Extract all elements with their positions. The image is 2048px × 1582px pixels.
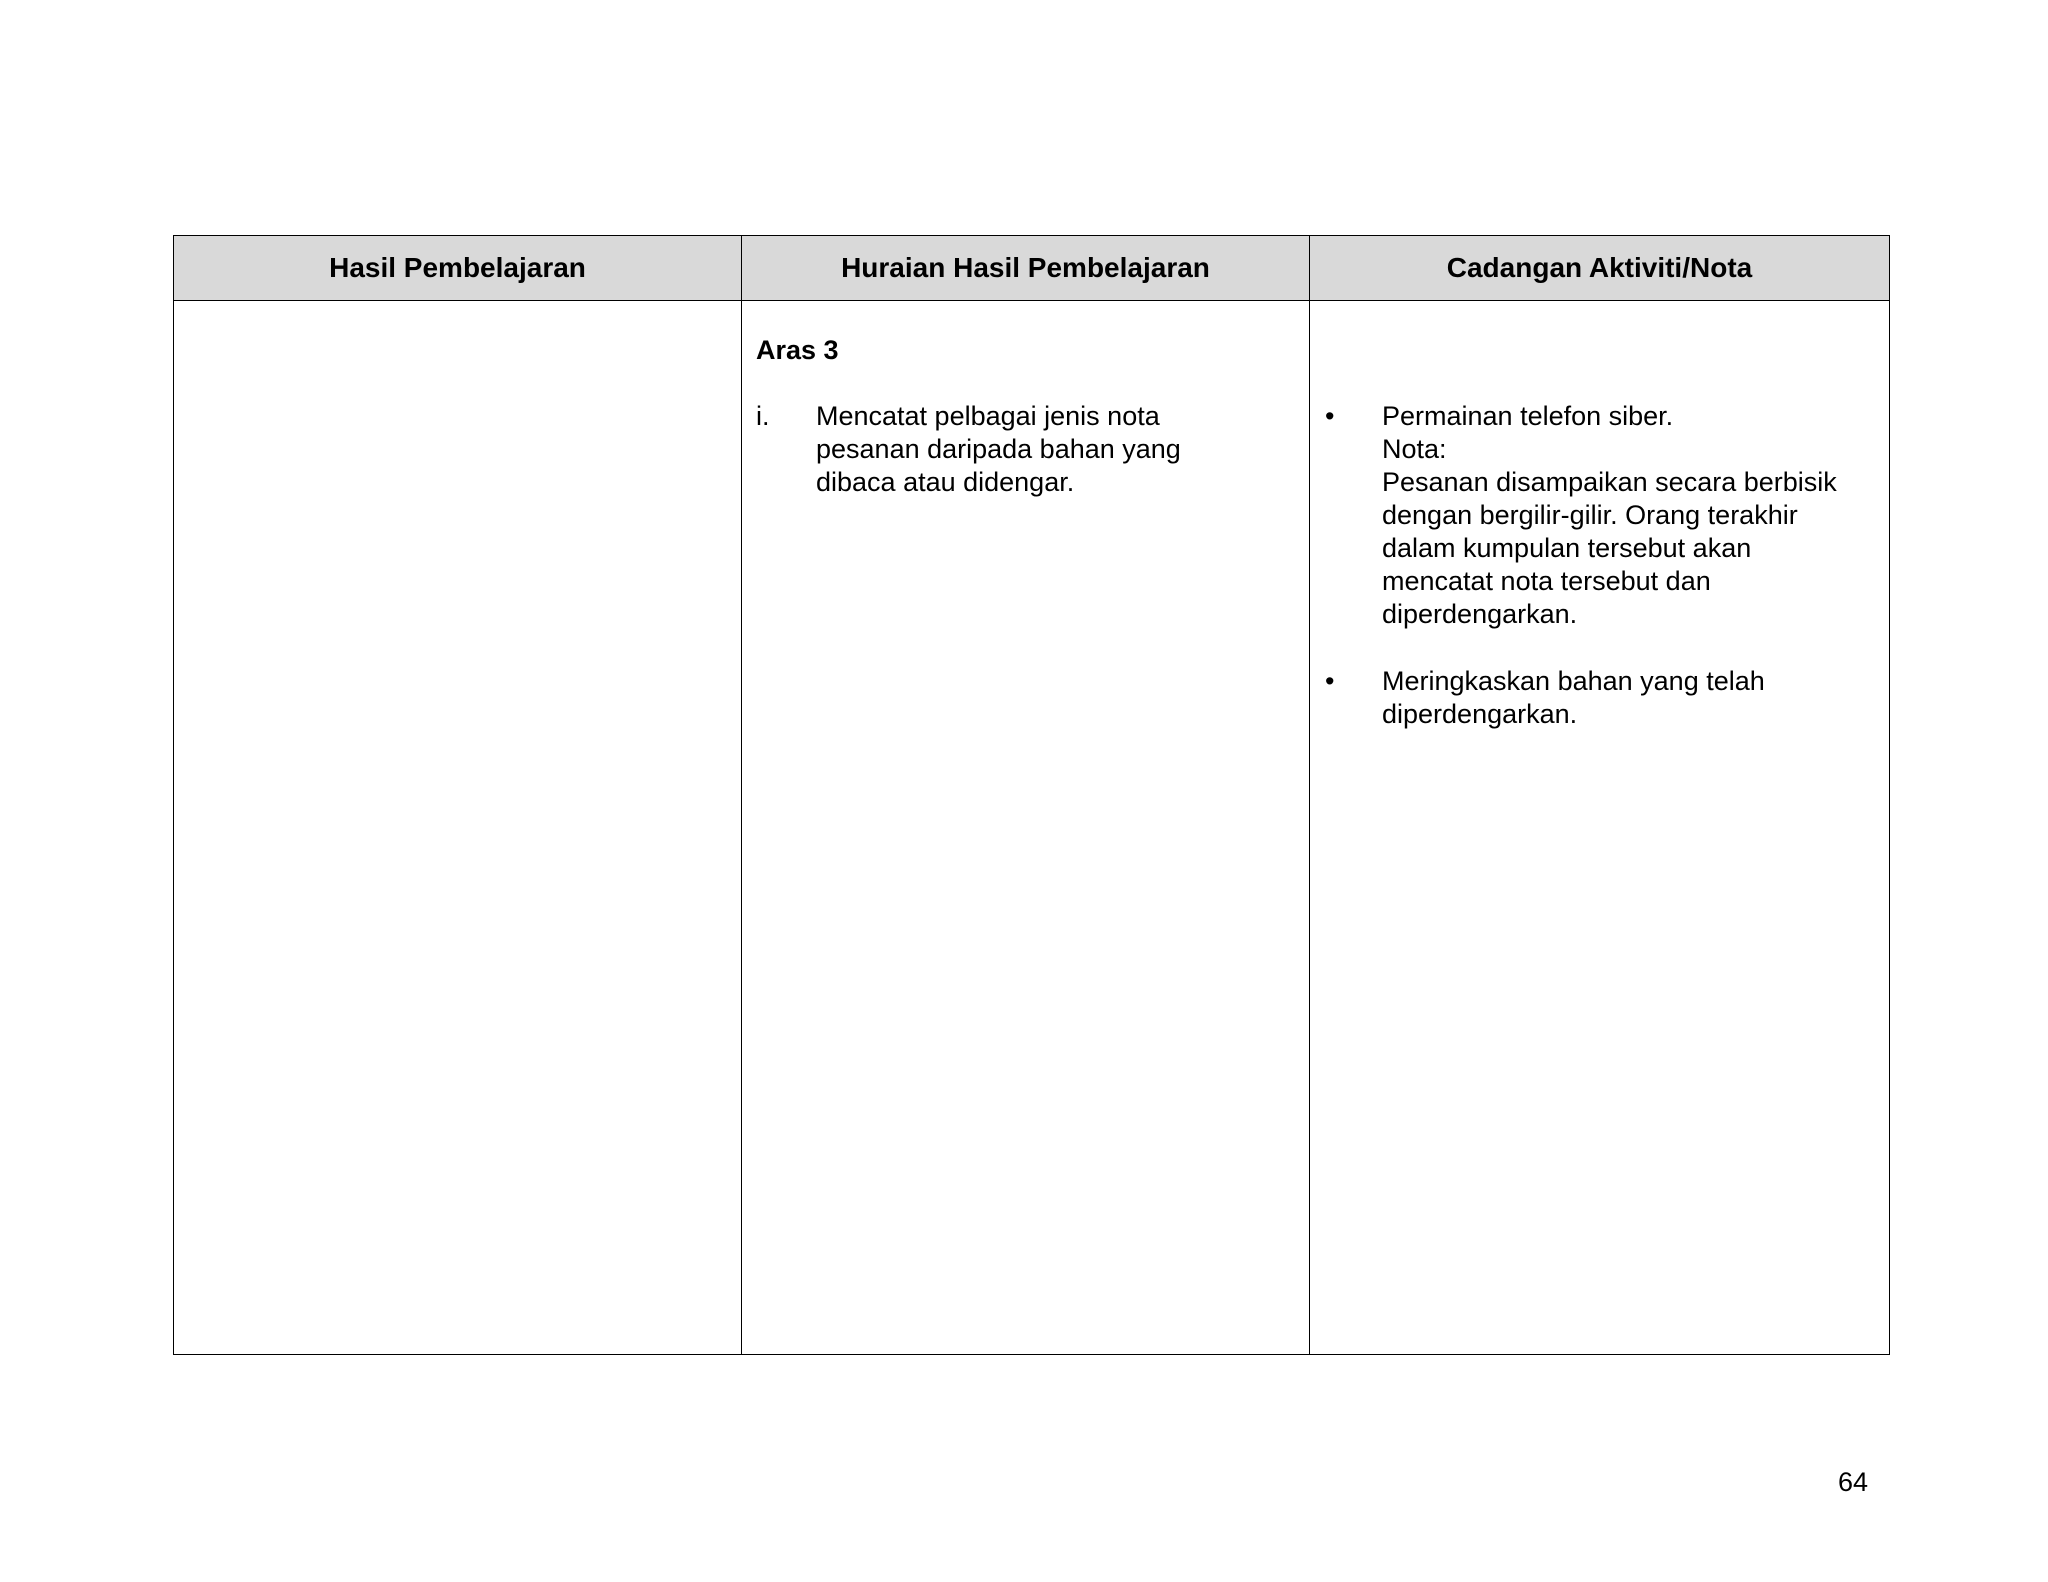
text-line: dibaca atau didengar. [816, 467, 1075, 497]
curriculum-table [173, 235, 1890, 1355]
description-item [756, 400, 1181, 499]
activity-item-text [1382, 400, 1837, 631]
text-line: pesanan daripada bahan yang [816, 434, 1181, 464]
page-number: 64 [1838, 1467, 1869, 1497]
cell-learning-outcome [174, 301, 742, 1355]
text-line: Permainan telefon siber. [1382, 401, 1674, 431]
list-marker: i. [756, 401, 770, 431]
activity-item [1325, 665, 1765, 731]
text-line: diperdengarkan. [1382, 699, 1578, 729]
activity-item [1325, 400, 1837, 631]
description-item-text [816, 400, 1181, 499]
header-suggested-activities: Cadangan Aktiviti/Nota [1310, 236, 1890, 301]
text-line: Pesanan disampaikan secara berbisik [1382, 467, 1837, 497]
text-line: diperdengarkan. [1382, 599, 1578, 629]
table-header-row [174, 236, 1890, 301]
cell-suggested-activities [1310, 301, 1890, 1355]
text-line: dalam kumpulan tersebut akan [1382, 533, 1752, 563]
text-line: Nota: [1382, 434, 1447, 464]
table-row [174, 301, 1890, 1355]
bullet-marker: • [1325, 666, 1335, 696]
text-line: Meringkaskan bahan yang telah [1382, 666, 1765, 696]
text-line: mencatat nota tersebut dan [1382, 566, 1711, 596]
activity-item-text [1382, 665, 1765, 731]
header-outcome-description: Huraian Hasil Pembelajaran [742, 236, 1310, 301]
header-learning-outcome: Hasil Pembelajaran [174, 236, 742, 301]
text-line: dengan bergilir-gilir. Orang terakhir [1382, 500, 1798, 530]
level-heading: Aras 3 [756, 335, 839, 365]
cell-outcome-description [742, 301, 1310, 1355]
text-line: Mencatat pelbagai jenis nota [816, 401, 1160, 431]
bullet-marker: • [1325, 401, 1335, 431]
